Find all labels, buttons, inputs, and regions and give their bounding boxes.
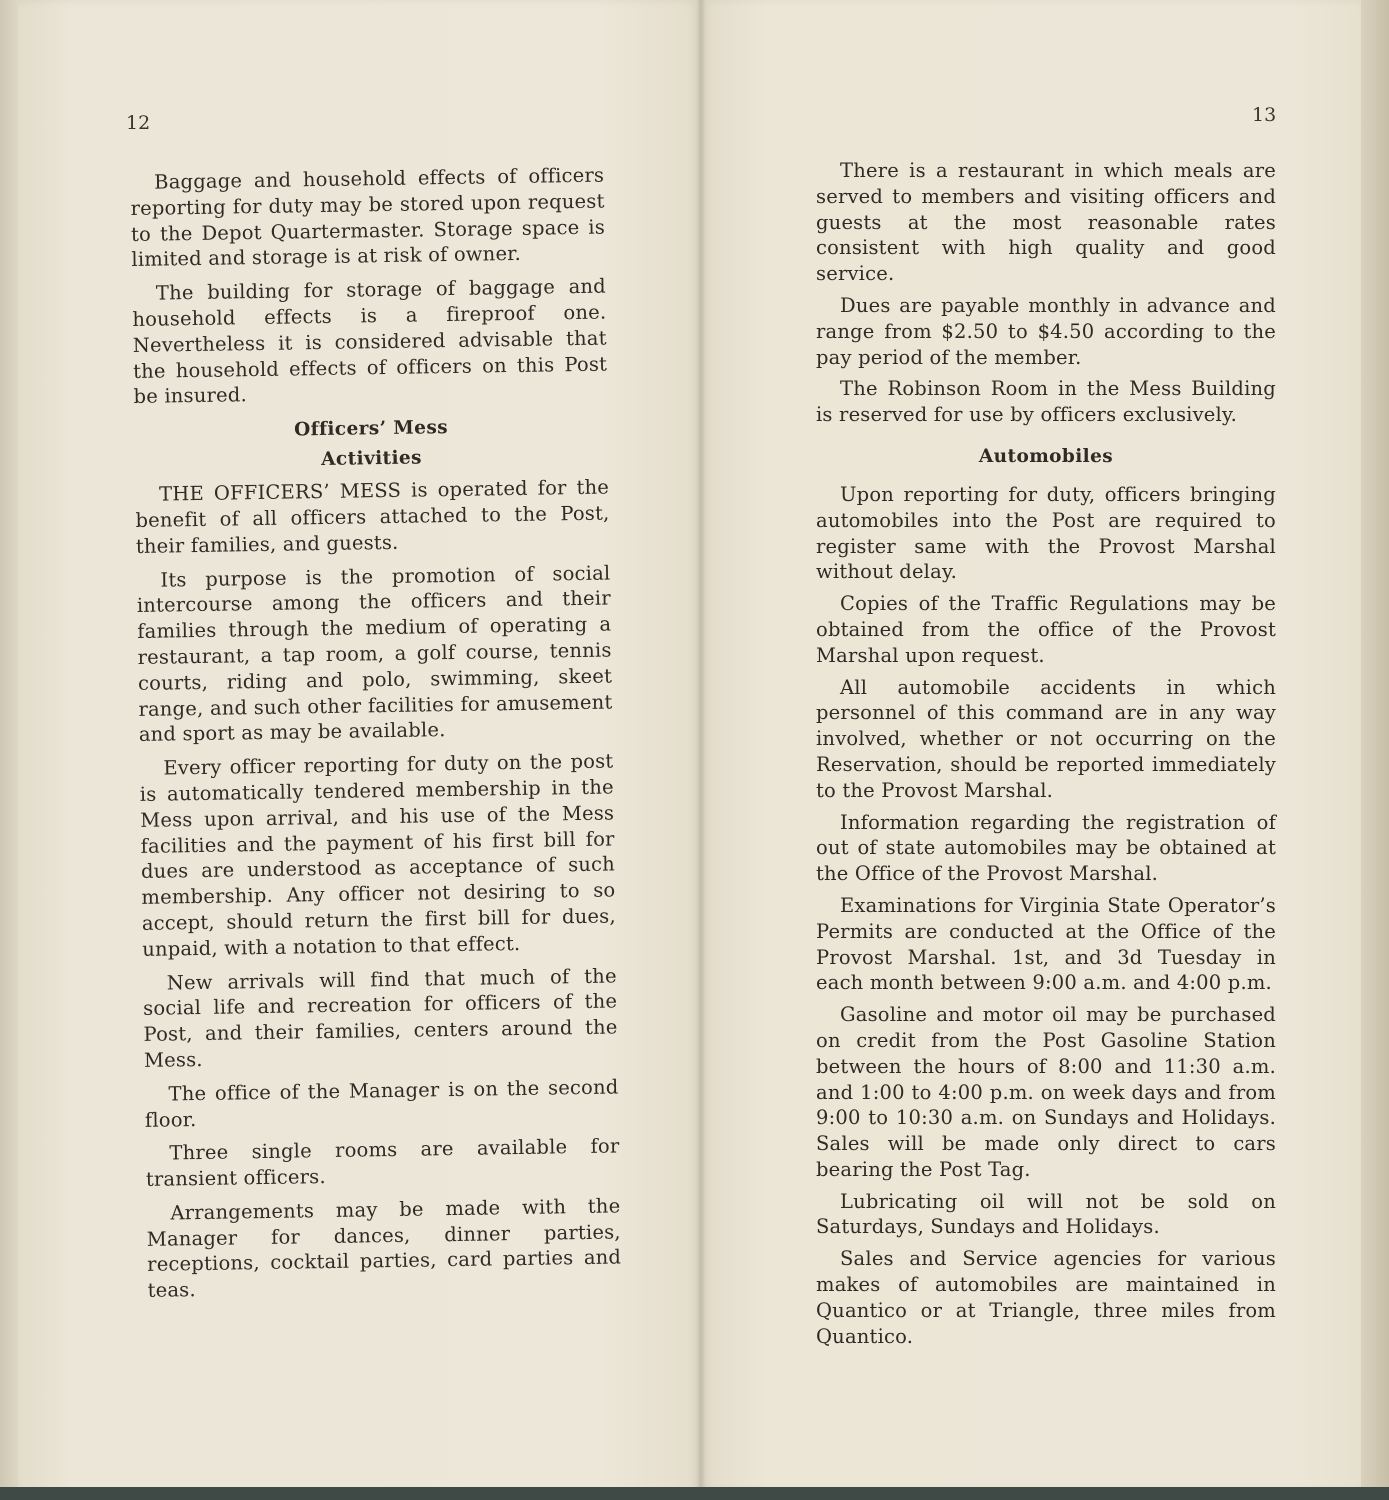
paragraph: Every officer reporting for duty on the post is automatically tendered membership in the Mess upon arrival, and his use of the Mess facilities and the payment of his first bill for dues are understood as acceptance of such membership. Any officer not desiring to so accept, should return the first bill for dues, unpaid, with a notation to that effect. (139, 749, 616, 961)
section-heading: Automobiles (978, 445, 1114, 467)
heading-line: Officers’ Mess (294, 417, 449, 441)
left-page (18, 0, 701, 1500)
paragraph: Information regarding the registration of out of state automobiles may be obtained at the Office of the Provost Marshal. (816, 810, 1276, 886)
background-strip (0, 1487, 1389, 1500)
paragraph: New arrivals will find that much of the social life and recreation for officers of the Post, and their families, centers around the Mess. (142, 963, 618, 1072)
paragraph: The Robinson Room in the Mess Building is reserved for use by officers exclusively. (816, 377, 1276, 427)
paragraph: Three single rooms are available for transient officers. (145, 1134, 620, 1191)
paragraph: Lubricating oil will not be sold on Saturdays, Sundays and Holidays. (816, 1189, 1276, 1239)
section-heading (134, 411, 609, 478)
page-edge-left (0, 0, 18, 1500)
page-number: 12 (126, 112, 151, 134)
paragraph: THE OFFICERS’ MESS is operated for the benefit of all officers attached to the Post, their families, and guests. (135, 475, 610, 558)
paragraph: Copies of the Traffic Regulations may be obtained from the office of the Provost Marshal upon request. (816, 592, 1276, 667)
paragraph: Baggage and household effects of officers reporting for duty may be stored upon request to the Depot Quartermaster. Storage space is limited and storage is at risk of owner. (130, 163, 606, 272)
paragraph: Sales and Service agencies for various makes of automobiles are maintained in Quantico or at Triangle, three miles from Quantico. (816, 1247, 1276, 1348)
paragraph: Arrangements may be made with the Manager for dances, dinner parties, receptions, cocktail parties, card parties and teas. (146, 1194, 622, 1303)
paragraph: Dues are payable monthly in advance and range from $2.50 to $4.50 according to the pay period of the member. (816, 293, 1276, 369)
paragraph: All automobile accidents in which personnel of this command are in any way involved, whether or not occurring on the Reservation, should be reported immediately to the Provost Marshal. (816, 675, 1276, 802)
binding-gutter (696, 0, 706, 1500)
left-text-column (130, 163, 622, 1312)
paragraph: Its purpose is the promotion of social intercourse among the officers and their families through the medium of operating a restaurant, a tap room, a golf course, tennis courts, riding and polo, swimming, skeet range, and such other facilities for amusement and sport as may be available. (136, 561, 613, 747)
paragraph: Examinations for Virginia State Operator’s Permits are conducted at the Office of the Provost Marshal. 1st, and 3d Tuesday in each month between 9:00 a.m. and 4:00 p.m. (816, 893, 1276, 995)
right-page (701, 0, 1361, 1490)
paragraph: There is a restaurant in which meals are served to members and visiting officers and guests at the most reasonable rates consistent with high quality and good service. (816, 159, 1276, 286)
paragraph: The office of the Manager is on the second floor. (144, 1075, 619, 1132)
right-text-column (816, 158, 1276, 1355)
page-number: 13 (1252, 104, 1277, 126)
paragraph: Upon reporting for duty, officers bringing automobiles into the Post are required to register same with the Provost Marshal without delay. (816, 482, 1276, 584)
heading-line: Activities (321, 447, 423, 471)
paragraph: Gasoline and motor oil may be purchased on credit from the Post Gasoline Station between the hours of 8:00 and 11:30 a.m. and 1:00 to 4:00 p.m. on week days and from 9:00 to 10:30 a.m. on Sundays and Holidays. Sales will be made only direct to cars bearing the Post Tag. (816, 1003, 1276, 1181)
back-cover-edge (1361, 0, 1389, 1500)
paragraph: The building for storage of baggage and household effects is a fireproof one. Nevertheless it is considered advisable that the household effects of officers on this Post be insured. (132, 274, 608, 409)
